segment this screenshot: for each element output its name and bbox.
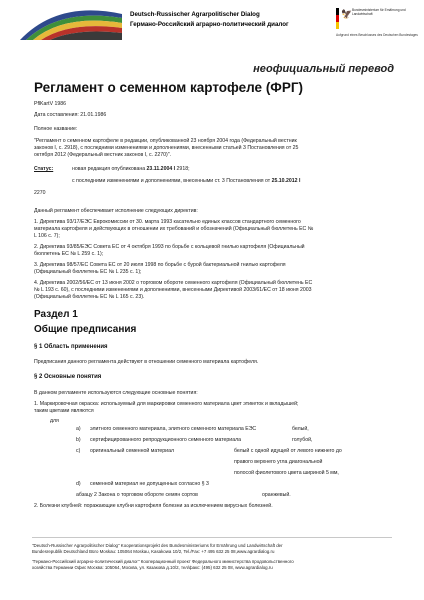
page-title: Регламент о семенном картофеле (ФРГ) xyxy=(34,80,303,95)
ministry-logo xyxy=(336,8,420,46)
definition-1-line-1: 1. Маркировочная окраска: используемый для маркировки семенного материала цвет этикеток и вкладышей; xyxy=(34,401,299,407)
status-line-1-date: 23.11.2004 I xyxy=(146,166,176,172)
for-label: для xyxy=(50,418,59,424)
fullname-line-2: законов I, с. 2918), с последними изменениями и дополнениями, внесенными статьей 3 Постановления от 25 xyxy=(34,145,299,151)
fullname-label: Полное название: xyxy=(34,126,78,132)
dialog-title-ru: Германо-Российский аграрно-политический диалог xyxy=(130,21,289,28)
item-c-text: оригинальный семенной материал xyxy=(90,448,174,454)
doc-code: PflKartV 1986 xyxy=(34,101,67,107)
status-line-2-date: 25.10.2012 I xyxy=(271,178,301,184)
paragraph-2-intro: В данном регламенте используются следующие основные понятия: xyxy=(34,390,198,396)
item-a-color: белый, xyxy=(292,426,309,432)
status-line-2-a: с последними изменениями и дополнениями, внесенными ст. 3 Постановления от xyxy=(72,178,272,184)
item-b-marker: b) xyxy=(76,437,81,443)
ministry-name: Bundesministerium für Ernährung und Landwirtschaft xyxy=(352,8,406,16)
directive-4-line-3: (Официальный бюллетень ЕС № L 165 с. 23). xyxy=(34,294,145,300)
item-d-text-1: семенной материал не допущенных согласно § 3 xyxy=(90,481,209,487)
footer-divider xyxy=(32,537,392,538)
paragraph-1-heading: § 1 Область применения xyxy=(34,344,108,350)
letterhead xyxy=(18,4,418,44)
paragraph-2-heading: § 2 Основные понятия xyxy=(34,374,102,380)
definition-2: 2. Болезни клубней: поражающие клубни картофеля болезни за исключением вирусных болезней. xyxy=(34,503,273,509)
fullname-line-3: октября 2012 (Федеральный вестник законов I, с. 2270)". xyxy=(34,152,172,158)
directive-4-line-1: 4. Директива 2002/56/ЕС от 13 июня 2002 о торговом обороте семенного картофеля (Официальный бюллетень ЕС xyxy=(34,280,313,286)
item-c-color-2: правого верхнего угла диагональной xyxy=(234,459,323,465)
directive-1-line-3: L 106 с. 7); xyxy=(34,233,60,239)
item-c-marker: c) xyxy=(76,448,81,454)
item-c-color-3: полосой фиолетового цвета шириной 5 мм, xyxy=(234,470,339,476)
item-a-marker: a) xyxy=(76,426,81,432)
directive-2-line-2: бюллетень ЕС № L 259 с. 1); xyxy=(34,251,104,257)
fullname-line-1: "Регламент о семенном картофеле в редакции, опубликованной 23 ноября 2004 года (Федеральный вестник xyxy=(34,138,297,144)
german-flag-icon xyxy=(336,8,339,30)
status-line-2 xyxy=(72,178,300,185)
status-line-1-a: новая редакция опубликована xyxy=(72,166,147,172)
directive-2-line-1: 2. Директива 93/85/ЕЭС Совета ЕС от 4 октября 1993 по борьбе с кольцевой гнилью картофеля (Официальный xyxy=(34,244,305,250)
item-b-color: голубой, xyxy=(292,437,313,443)
directives-intro: Данный регламент обеспечивает исполнение следующих директив: xyxy=(34,208,198,214)
federal-eagle-icon: 🦅 xyxy=(341,9,353,19)
directive-1-line-2: материала картофеля и действующих в отношении их требований и обозначений (Официальный бюллетень ЕС № xyxy=(34,226,314,232)
status-line-3: 2270 xyxy=(34,190,46,196)
unofficial-translation-label: неофициальный перевод xyxy=(253,63,394,75)
item-a-text: элитного семенного материала, элитного семенного материала ЕЭС xyxy=(90,426,257,432)
status-line-1 xyxy=(72,166,190,173)
section-title: Общие предписания xyxy=(34,324,137,335)
directive-4-line-2: № L 193 с. 60), с последними изменениями и дополнениями, внесенными Директивой 2003/61/ЕС от 18 июня 2003 xyxy=(34,287,312,293)
item-c-color-1: белый с одной идущей от левого нижнего до xyxy=(234,448,342,454)
item-d-marker: d) xyxy=(76,481,81,487)
footer-ru-line-1: "Германо-Российский аграрно-политический диалог" Кооперационный проект Федерального министерства продовольственного xyxy=(32,559,294,564)
status-label: Статус: xyxy=(34,166,54,172)
footer-de-line-1: "Deutsch-Russischer Agrarpolitischer Dialog" Kooperationsprojekt des Bundesministeriums für Ernährung und Landwirtschaft der xyxy=(32,543,283,548)
footer-de-line-2: Bundesrepublik Deutschland Büro Moskau: 105064 Moskau, Kasakowa 10/2, Tel./Fax: +7 495 632 25 08,www.agrardialog.ru xyxy=(32,549,275,554)
directive-1-line-1: 1. Директива 93/17/ЕЭС Еврокомиссии от 30. марта 1993 касательно единых классов стандартного семенного xyxy=(34,219,301,225)
section-heading: Раздел 1 xyxy=(34,309,78,320)
dialog-title-de: Deutsch-Russischer Agrarpolitischer Dialog xyxy=(130,11,260,18)
directive-3-line-2: (Официальный бюллетень ЕС № L 235 с. 1); xyxy=(34,269,142,275)
paragraph-1-text: Предписания данного регламента действуют в отношении семенного материала картофеля. xyxy=(34,359,259,365)
footer-ru-line-2: хозяйства Германии Офис Москва: 105064, Москва, ул. Казакова д.10/2, тел/факс: (495) 632 25 08, www.agrardialog.ru xyxy=(32,565,273,570)
status-line-1-c: 2918; xyxy=(175,166,190,172)
directive-3-line-1: 3. Директива 98/57/ЕС Совета ЕС от 20 июля 1998 по борьбе с бурой бактериальной гнилью картофеля xyxy=(34,262,286,268)
doc-date: Дата составления: 21.01.1986 xyxy=(34,112,107,118)
item-d-text-2: абзацу 2 Закона о торговом обороте семян сортов xyxy=(76,492,198,498)
item-d-color: оранжевый. xyxy=(262,492,291,498)
definition-1-line-2: таким цветами являются xyxy=(34,408,94,414)
funding-note: Aufgrund eines Beschlusses des Deutschen Bundestages xyxy=(336,33,418,37)
item-b-text: сертифицированного репродукционного семенного материала xyxy=(90,437,241,443)
dialog-logo-icon xyxy=(18,4,122,40)
